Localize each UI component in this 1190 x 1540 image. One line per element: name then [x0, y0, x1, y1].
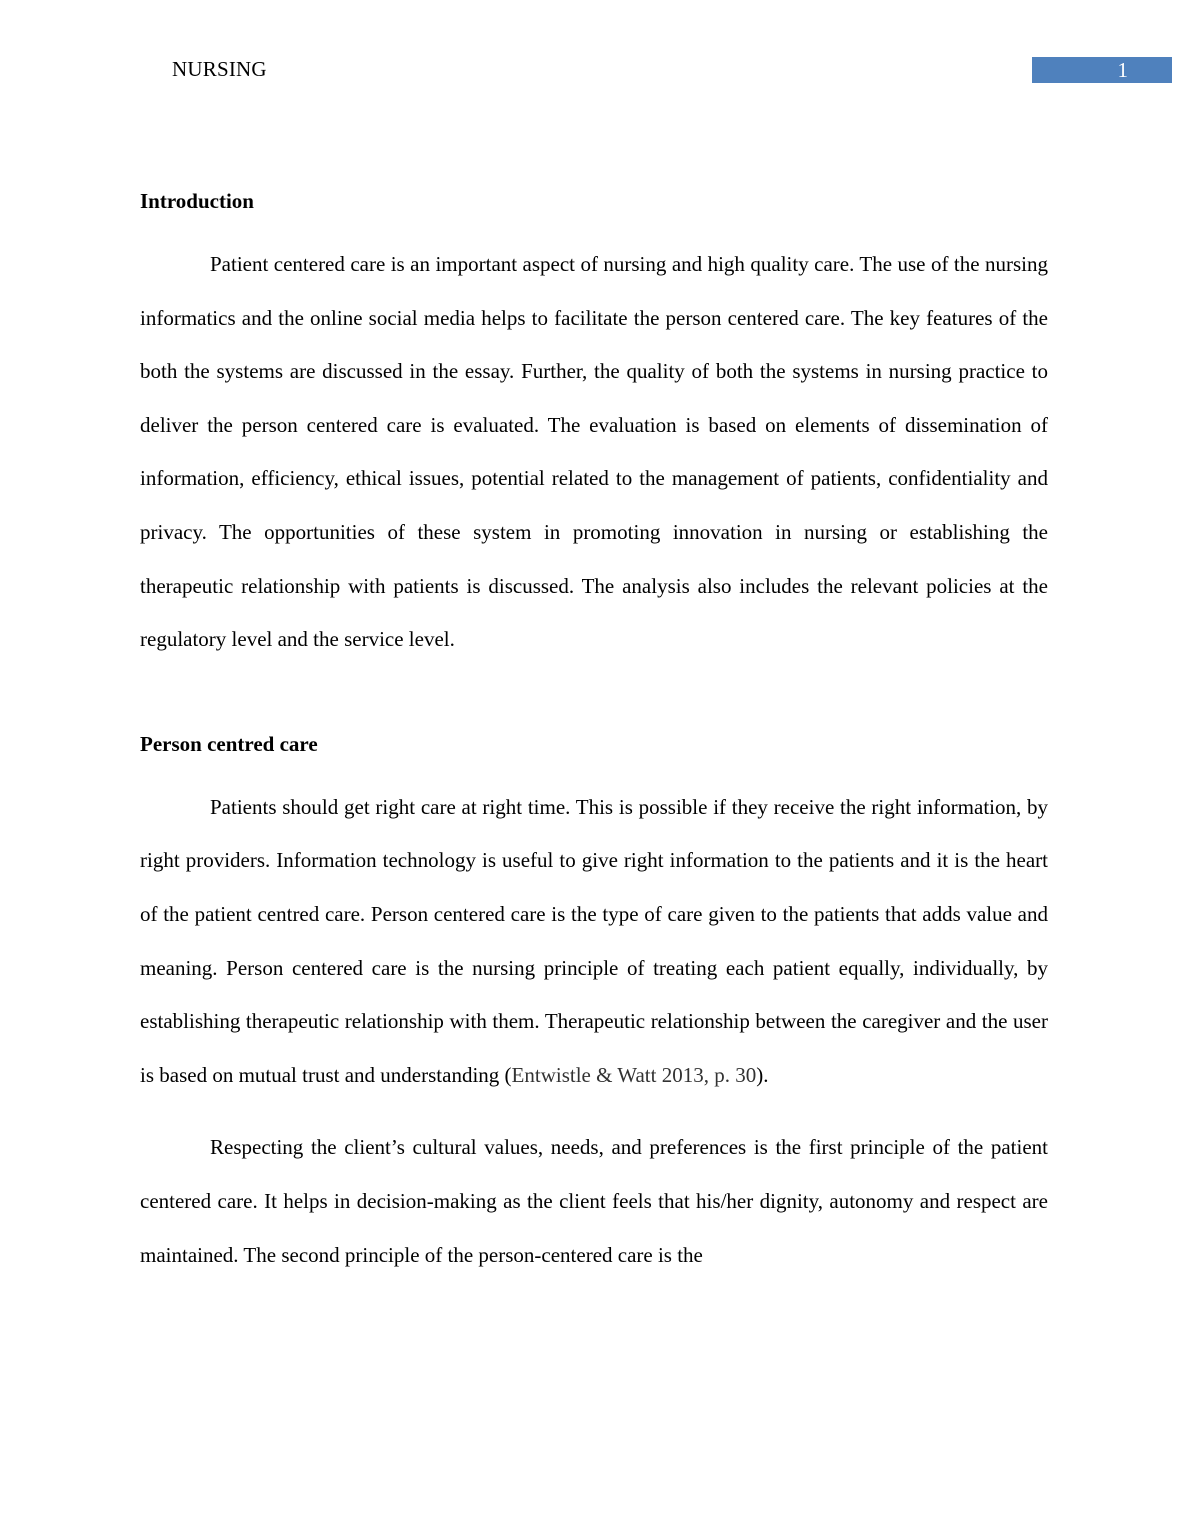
citation-close: ). — [756, 1062, 769, 1087]
person-centred-paragraph-1 — [140, 781, 1048, 1103]
introduction-paragraph: Patient centered care is an important aspect of nursing and high quality care. The use of the nursing informatics and the online social media helps to facilitate the person centered care. The key features of the both the systems are discussed in the essay. Further, the quality of both the systems in nursing practice to deliver the person centered care is evaluated. The evaluation is based on elements of dissemination of information, efficiency, ethical issues, potential related to the management of patients, confidentiality and privacy. The opportunities of these system in promoting innovation in nursing or establishing the therapeutic relationship with patients is discussed. The analysis also includes the relevant policies at the regulatory level and the service level. — [140, 252, 1048, 652]
page-number: 1 — [1117, 58, 1128, 82]
paragraph-text: Patients should get right care at right time. This is possible if they receive the right information, by right providers. Information technology is useful to give right information to the patients and it is the heart of the patient centred care. Person centered care is the type of care given to the patients that adds value and meaning. Person centered care is the nursing principle of treating each patient equally, individually, by establishing therapeutic relationship with them. Therapeutic relationship between the caregiver and the user is based on mutual trust and understanding ( — [140, 794, 1048, 1087]
citation: Entwistle & Watt 2013, p. 30 — [511, 1062, 757, 1087]
section-heading-introduction: Introduction — [140, 189, 254, 213]
running-head: NURSING — [172, 57, 267, 81]
person-centred-paragraph-2: Respecting the client’s cultural values, needs, and preferences is the first principle of the patient centered care. It helps in decision-making as the client feels that his/her dignity, autonomy and respect are maintained. The second principle of the person-centered care is the — [140, 1135, 1048, 1267]
document-body — [140, 185, 1048, 1282]
section-heading-person-centred-care: Person centred care — [140, 731, 318, 756]
page-number-box — [1032, 57, 1172, 83]
